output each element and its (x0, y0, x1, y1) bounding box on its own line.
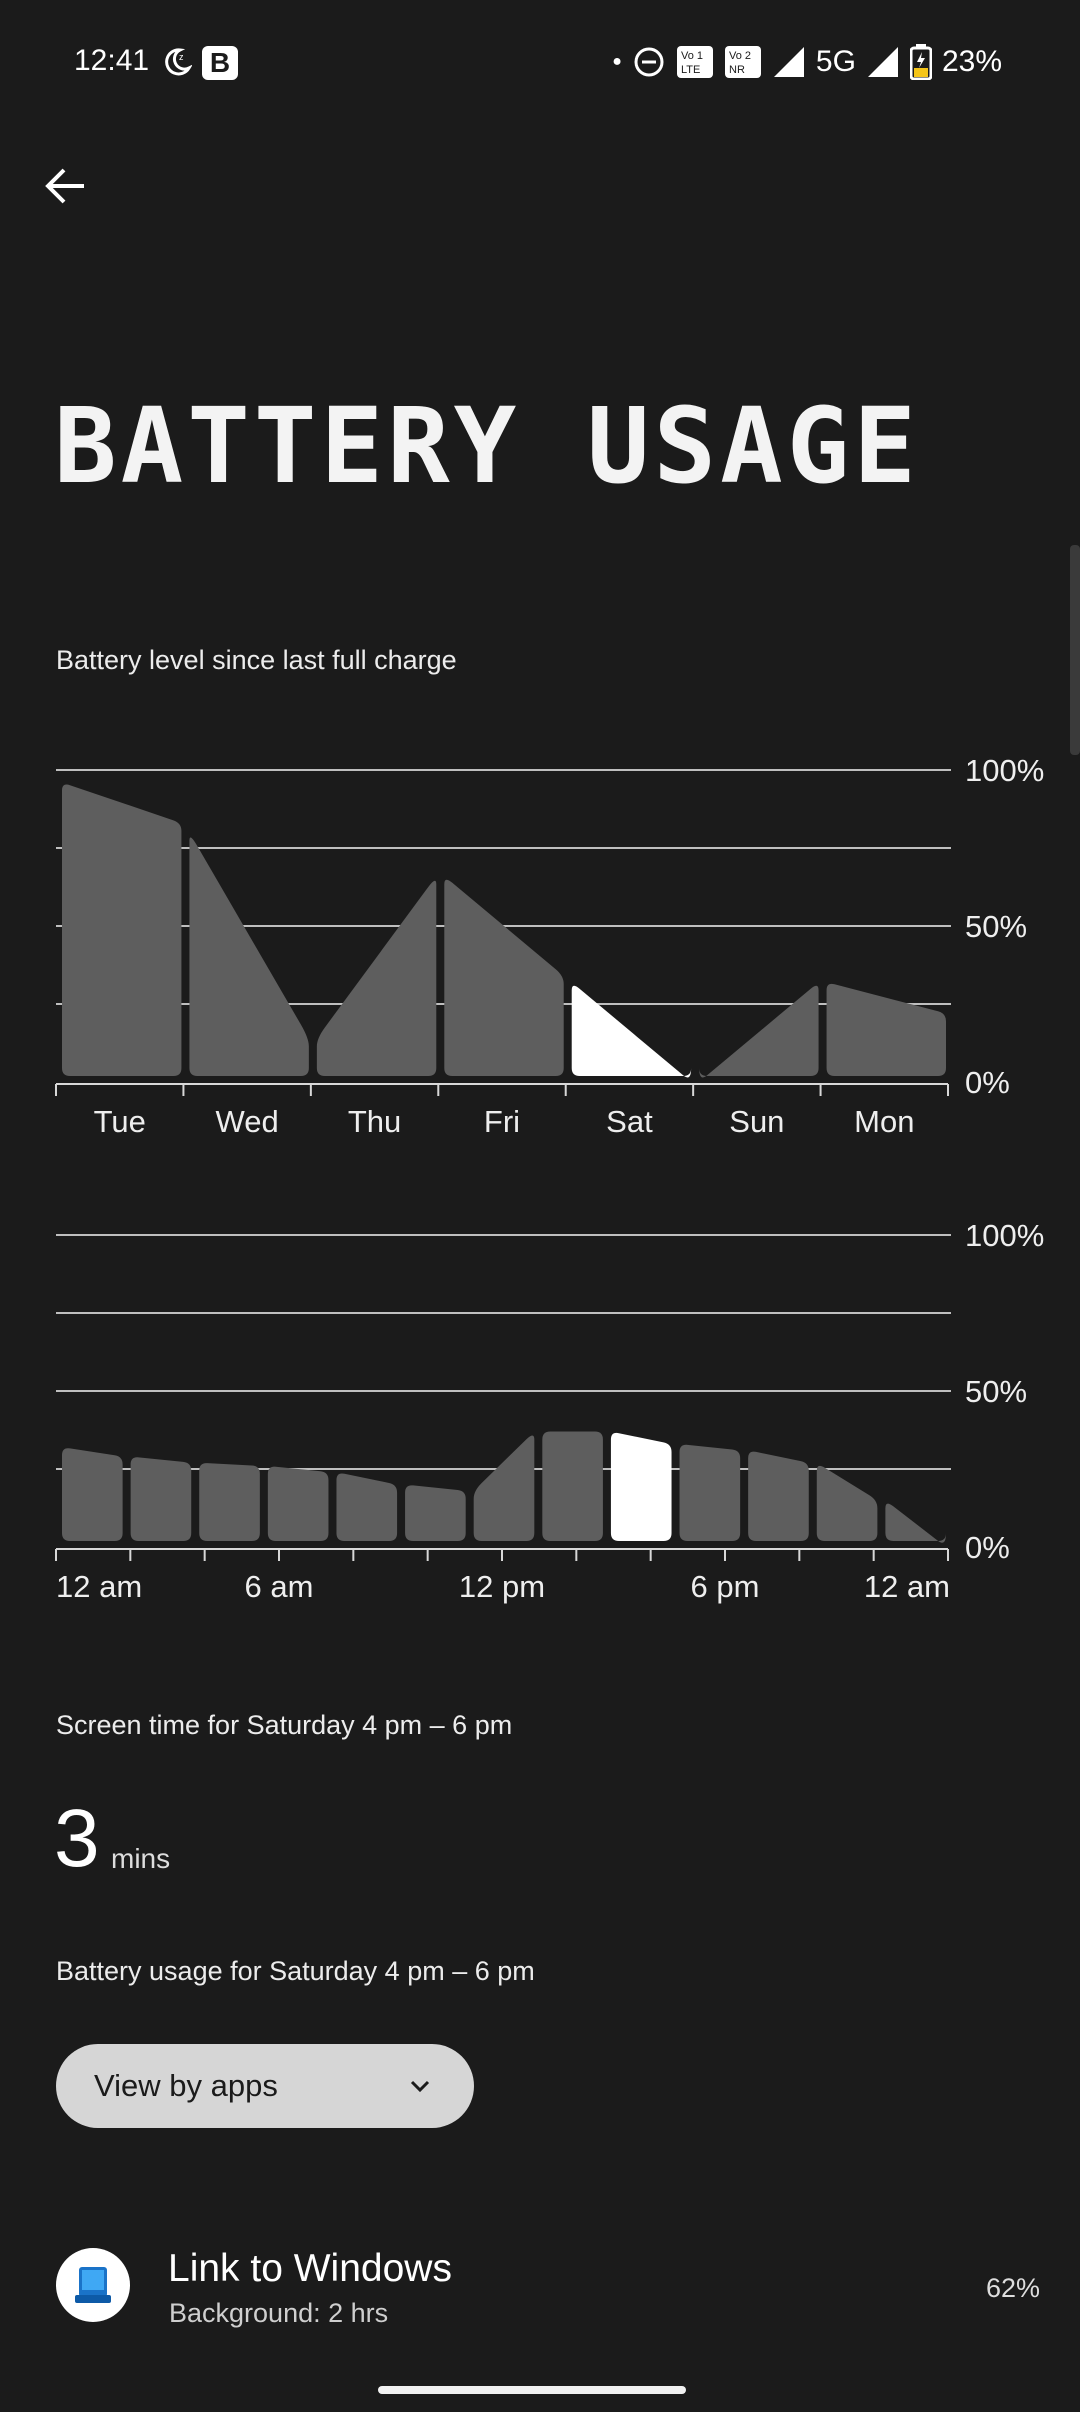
scroll-indicator[interactable] (1070, 545, 1080, 755)
vonr-icon (724, 45, 762, 79)
level-bar (405, 1485, 466, 1541)
y-tick-label: 100% (965, 1218, 1045, 1253)
app-name[interactable]: Link to Windows (168, 2247, 452, 2290)
chart1-label: Battery level since last full charge (56, 645, 457, 675)
view-by-dropdown[interactable] (56, 2044, 474, 2128)
screen-time-unit: mins (111, 1843, 171, 1874)
x-tick-label: 12 am (863, 1569, 950, 1604)
battery-level-chart[interactable] (0, 740, 1080, 1140)
level-bar (444, 880, 563, 1076)
level-bar (474, 1436, 535, 1541)
chevron-down-icon (406, 2072, 434, 2100)
view-by-label: View by apps (94, 2068, 278, 2103)
level-bar (680, 1445, 741, 1541)
b-app-icon: B (202, 46, 238, 80)
dot-icon: ● (612, 53, 622, 70)
battery-icon (910, 44, 932, 80)
battery-usage-label: Battery usage for Saturday 4 pm – 6 pm (56, 1956, 535, 1986)
link-to-windows-icon (69, 2261, 117, 2309)
status-time: 12:41 (74, 44, 150, 77)
page-title: BATTERY USAGE (54, 385, 920, 507)
svg-text:z: z (179, 52, 184, 62)
svg-text:Vo 2: Vo 2 (728, 50, 751, 62)
x-tick-label: 6 pm (690, 1569, 760, 1604)
app-percent: 62% (985, 2273, 1040, 2303)
level-bar (199, 1463, 260, 1541)
level-bar (748, 1452, 809, 1541)
y-tick-label: 100% (965, 753, 1045, 788)
svg-text:Vo 1: Vo 1 (680, 50, 703, 62)
app-detail: Background: 2 hrs (169, 2298, 389, 2328)
level-bar (189, 837, 308, 1076)
x-tick-label: Thu (347, 1104, 402, 1139)
level-bar (827, 984, 946, 1076)
moon-icon (160, 46, 192, 78)
x-tick-label: Mon (854, 1104, 915, 1139)
level-bar (699, 986, 818, 1078)
level-bar (885, 1504, 946, 1543)
x-tick-label: Wed (215, 1104, 279, 1139)
level-bar (542, 1432, 603, 1541)
volte-icon (676, 45, 714, 79)
app-icon-link-to-windows[interactable] (56, 2248, 130, 2322)
level-bar (268, 1467, 329, 1541)
battery-percent: 23% (941, 45, 1002, 78)
y-tick-label: 50% (965, 909, 1028, 944)
selected-bar (611, 1433, 672, 1541)
x-tick-label: Fri (483, 1104, 521, 1139)
level-bar (317, 881, 436, 1076)
level-bar (62, 785, 181, 1076)
y-tick-label: 0% (965, 1530, 1010, 1565)
status-bar (0, 0, 1080, 128)
back-arrow-icon[interactable] (40, 160, 92, 212)
level-bar (62, 1448, 123, 1541)
level-bar (131, 1457, 192, 1541)
y-tick-label: 0% (965, 1065, 1010, 1100)
x-tick-label: 6 am (244, 1569, 314, 1604)
signal-icon (866, 45, 900, 79)
home-indicator[interactable] (378, 2386, 686, 2394)
selected-bar (572, 986, 691, 1078)
x-tick-label: 12 am (56, 1569, 143, 1604)
level-bar (817, 1466, 878, 1541)
screen-time-label: Screen time for Saturday 4 pm – 6 pm (56, 1710, 513, 1740)
hourly-battery-chart[interactable] (0, 1205, 1080, 1625)
dnd-icon (632, 45, 666, 79)
screen-time-value: 3 (54, 1793, 100, 1884)
y-tick-label: 50% (965, 1374, 1028, 1409)
signal-icon (772, 45, 806, 79)
svg-text:NR: NR (728, 64, 745, 76)
svg-text:LTE: LTE (680, 64, 701, 76)
x-tick-label: 12 pm (458, 1569, 546, 1604)
x-tick-label: Tue (93, 1104, 146, 1139)
level-bar (336, 1473, 397, 1541)
x-tick-label: Sun (729, 1104, 785, 1139)
status-right (612, 44, 1002, 80)
network-type: 5G (815, 45, 856, 78)
x-tick-label: Sat (606, 1104, 653, 1139)
